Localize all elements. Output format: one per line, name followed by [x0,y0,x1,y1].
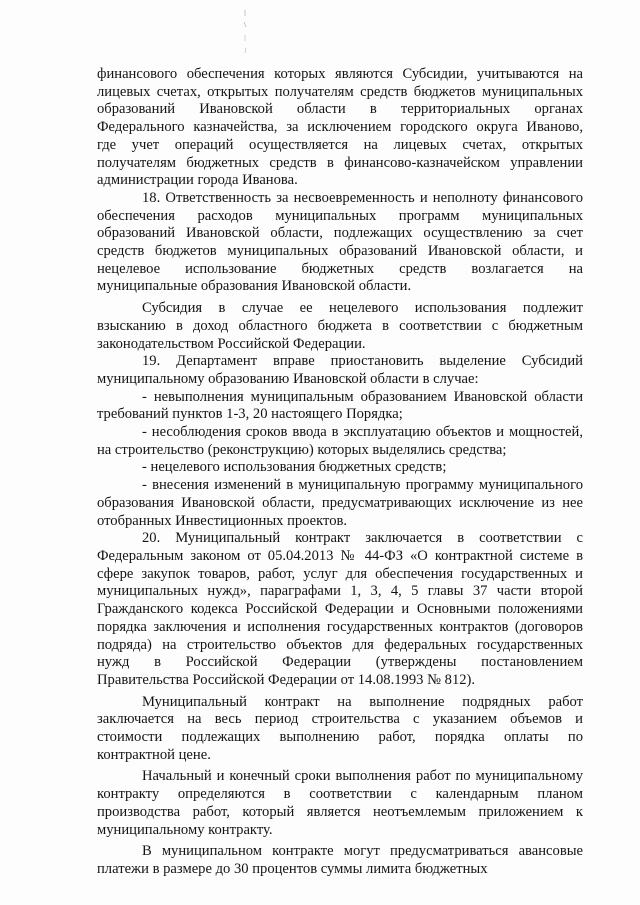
text-line: порядка заключения и исполнения государственных контрактов (договоров [97,618,583,635]
text-line: образований Ивановской области в территориальных органах [97,101,583,118]
text-line: отобранных Инвестиционных проектов. [97,512,348,529]
text-line: муниципальных нужд», параграфами 1, 3, 4, 5 главы 37 части второй [97,583,583,600]
text-line: контракту определяются в соответствии с календарным планом [97,786,583,803]
text-line: контрактной цене. [97,746,211,763]
text-line: 19. Департамент вправе приостановить выделение Субсидий [142,353,583,370]
paragraph-18 [97,190,583,296]
text-line: образований Ивановской области, подлежащих осуществлению за счет [97,225,583,242]
text-line: образования Ивановской области, предусматривающих исключение из нее [97,494,583,511]
text-line: стоимости подлежащих выполнению работ, порядка оплаты по [97,729,583,746]
paragraph-1 [97,66,583,190]
text-line: средств бюджетов муниципальных образований Ивановской области, и [97,243,583,260]
text-line: нецелевое использование бюджетных средств возлагается на [97,260,583,277]
text-line: финансового обеспечения которых являются Субсидии, учитываются на [97,66,583,82]
text-line: Федеральным законом от 05.04.2013 № 44-ФЗ «О контрактной системе в [97,547,583,564]
text-line: производства работ, который является неотъемлемым приложением к [97,803,583,820]
list-item-non-fulfillment [97,389,583,424]
text-line: получателям бюджетных средств в финансово-казначейском управлении [97,154,583,171]
text-line: обеспечения расходов муниципальных программ муниципальных [97,207,583,224]
text-line: лицевых счетах, открытых получателям средств бюджетов муниципальных [97,83,583,100]
paragraph-contract-period [97,694,583,765]
document-body [97,66,583,879]
scan-marks [236,8,256,58]
text-line: администрации города Иванова. [97,172,298,189]
text-line: - внесения изменений в муниципальную программу муниципального [142,477,583,494]
text-line: взысканию в доход областного бюджета в соответствии с бюджетным [97,317,583,334]
text-line: нужд в Российской Федерации (утверждены постановлением [97,654,583,671]
text-line: Начальный и конечный сроки выполнения работ по муниципальному [142,768,583,785]
text-line: муниципальному образованию Ивановской области в случае: [97,370,479,387]
text-line: 20. Муниципальный контракт заключается в соответствии с [142,530,583,547]
text-line: - несоблюдения сроков ввода в эксплуатацию объектов и мощностей, [142,424,583,441]
text-line: Правительства Российской Федерации от 14.08.1993 № 812). [97,671,476,688]
scan-mark-line [245,48,246,53]
list-item-deadlines [97,424,583,459]
text-line: заключается на весь период строительства с указанием объемов и [97,711,583,728]
paragraph-subsidy-recovery [97,300,583,353]
text-line: 18. Ответственность за несвоевременность и неполноту финансового [142,189,583,206]
text-line: муниципальному контракту. [97,821,273,838]
text-line: Федерального казначейства, за исключением городского округа Иваново, [97,119,583,136]
scan-mark-line [244,22,246,27]
text-line: где учет операций осуществляется на лицевых счетах, открытых [97,136,583,153]
text-line: платежи в размере до 30 процентов суммы лимита бюджетных [97,860,488,877]
text-line: - невыполнения муниципальным образованием Ивановской области [142,388,583,405]
text-line: требований пунктов 1-3, 20 настоящего Порядка; [97,406,403,423]
paragraph-contract-dates [97,768,583,839]
text-line: сфере закупок товаров, работ, услуг для обеспечения государственных и [97,565,583,582]
paragraph-20 [97,530,583,689]
text-line: Субсидия в случае ее нецелевого использования подлежит [142,300,583,317]
paragraph-advance-payments [97,843,583,878]
text-line: на строительство (реконструкцию) которых выделялись средства; [97,441,507,458]
list-item-program-changes [97,477,583,530]
text-line: муниципальные образования Ивановской области. [97,278,412,295]
text-line: - нецелевого использования бюджетных средств; [142,459,447,476]
paragraph-19 [97,353,583,388]
text-line: Гражданского кодекса Российской Федерации и Основными положениями [97,601,583,618]
text-line: Муниципальный контракт на выполнение подрядных работ [142,693,583,710]
text-line: законодательством Российской Федерации. [97,335,366,352]
text-line: В муниципальном контракте могут предусматриваться авансовые [142,843,583,860]
list-item-misuse [97,459,583,477]
text-line: подряда) на строительство объектов для федеральных государственных [97,636,583,653]
